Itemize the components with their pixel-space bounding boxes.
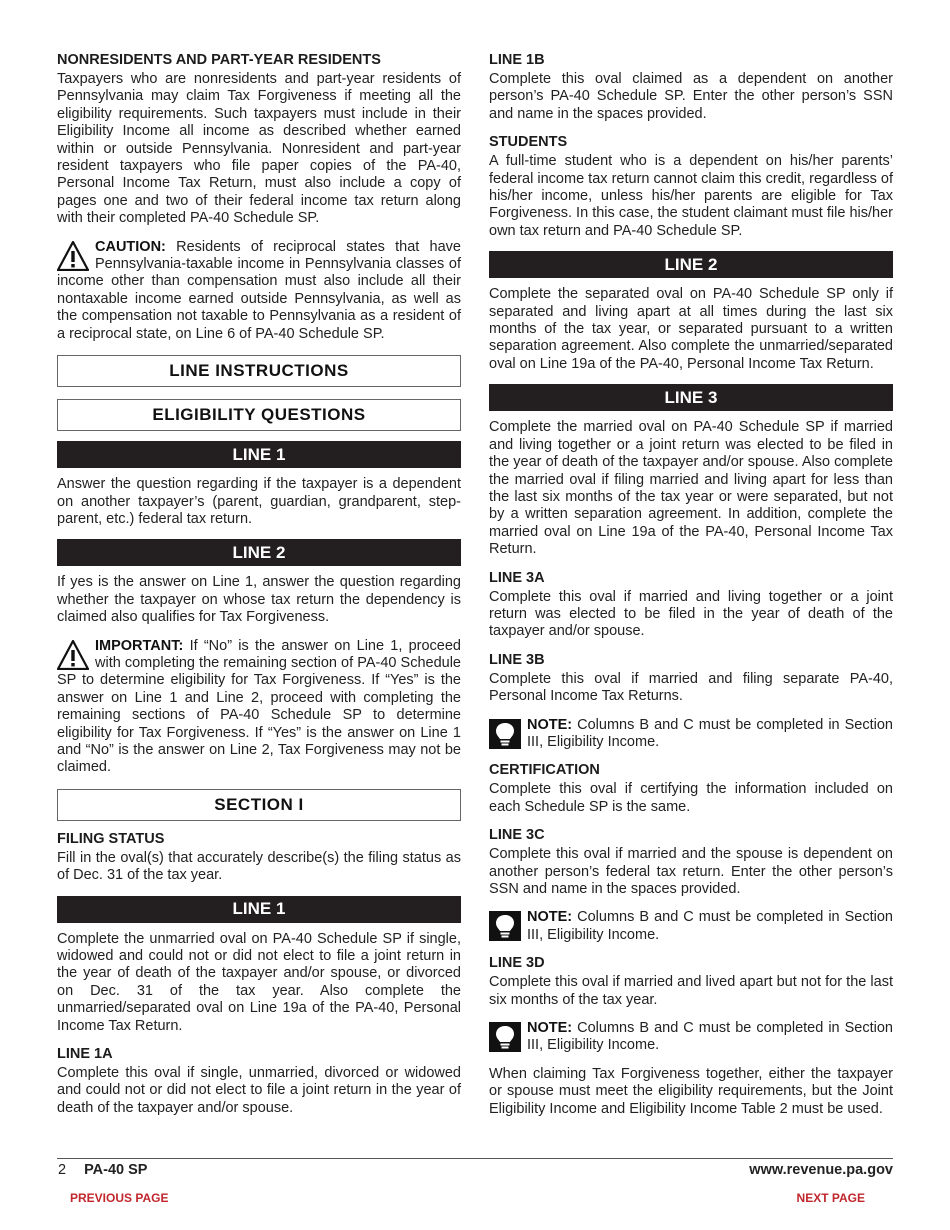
line-3b-text: Complete this oval if married and filing separate PA-40, Personal Income Tax Returns. [489, 670, 893, 705]
note-callout-3d [489, 1020, 893, 1055]
section1-line1-header: LINE 1 [57, 896, 461, 923]
section1-line3-text: Complete the married oval on PA-40 Schedule SP if married and living together or a joint return was elected to be filed in the year of death of the taxpayer and/or spouse. Also complete the married oval if filing married and living apart for less than the last six months of the tax year or were separated, but not by a written separation agreement. In addition, complete the married oval on Line 19a of the PA-40, Personal Income Tax Return. [489, 419, 893, 558]
section1-line1-text: Complete the unmarried oval on PA-40 Schedule SP if single, widowed and could not or did not elect to file a joint return in the year of death of the taxpayer and/or spouse, or divorced on Dec. 31 of the tax year. Also complete the unmarried/separated oval on Line 19a of the PA-40, Personal Income Tax Return. [57, 930, 461, 1034]
warning-icon [57, 241, 89, 271]
next-page-link[interactable]: NEXT PAGE [796, 1191, 865, 1205]
students-text: A full-time student who is a dependent on his/her parents’ federal income tax return cannot claim this credit, regardless of his/her income, unless his/her parents are eligible for Tax Forgiveness. In this case, the student claimant must file his/her own tax return and PA-40 Schedule SP. [489, 153, 893, 239]
students-heading: STUDENTS [489, 134, 568, 151]
important-label: IMPORTANT: [95, 637, 184, 654]
certification-text: Complete this oval if certifying the information included on each Schedule SP is the same. [489, 781, 893, 815]
line-3c-text: Complete this oval if married and the spouse is dependent on another person’s federal tax return. Enter the other person’s SSN and name in the spaces provided. [489, 846, 893, 897]
nonresidents-heading: NONRESIDENTS AND PART-YEAR RESIDENTS [57, 52, 381, 68]
note-callout-3c [489, 909, 893, 944]
page-number: 2 [58, 1162, 67, 1178]
caution-label: CAUTION: [95, 238, 166, 255]
line-instructions-header: LINE INSTRUCTIONS [57, 355, 461, 387]
eligibility-line2-text: If yes is the answer on Line 1, answer the question regarding whether the taxpayer on whose tax return the dependency is claimed also qualifies for Tax Forgiveness. [57, 574, 461, 626]
important-callout [57, 638, 461, 777]
line-1b-heading: LINE 1B [489, 52, 545, 68]
lightbulb-icon [489, 719, 521, 749]
nonresidents-text: Taxpayers who are nonresidents and part-year residents of Pennsylvania may claim Tax Forgiveness if meeting all the eligibility requirements. Such taxpayers must include in their Eligibility Income all income as described whether earned within or outside Pennsylvania. Nonresident and part-year resident taxpayers who file paper copies of the PA-40, Personal Income Tax Return, must also include a copy of pages one and two of their federal income tax return along with their completed PA-40 Schedule SP. [57, 71, 461, 227]
note-text: Columns B and C must be completed in Section III, Eligibility Income. [527, 1020, 893, 1054]
lightbulb-icon [489, 911, 521, 941]
right-column [489, 52, 893, 1129]
eligibility-line1-text: Answer the question regarding if the taxpayer is a dependent on another taxpayer’s (parent, guardian, grandparent, step-parent, etc.) federal tax return. [57, 476, 461, 527]
note-label: NOTE: [527, 909, 573, 926]
line-3b-heading: LINE 3B [489, 651, 545, 668]
eligibility-questions-header: ELIGIBILITY QUESTIONS [57, 399, 461, 431]
section1-line2-text: Complete the separated oval on PA-40 Schedule SP only if separated and living apart at all times during the last six months of the tax year, or separated pursuant to a written separation agreement. Also complete the unmarried/separated oval on Line 19a of the PA-40, Personal Income Tax Return. [489, 286, 893, 372]
eligibility-line1-header: LINE 1 [57, 441, 461, 468]
caution-text: Residents of reciprocal states that have Pennsylvania-taxable income in Pennsylvania classes of income other than compensation must also include all their nontaxable income earned outside Pennsylvania, as well as the compensation not taxable to Pennsylvania as a resident of a reciprocal state, on Line 6 of PA-40 Schedule SP. [57, 238, 461, 342]
note-callout-3b [489, 717, 893, 752]
important-text: If “No” is the answer on Line 1, proceed with completing the remaining section of PA-40 Schedule SP to determine eligibility for Tax Forgiveness. If “Yes” is the answer on Line 1 and Line 2, proceed with completing the remaining sections of PA-40 Schedule SP to determine eligibility for Tax Forgiveness. If “Yes” is the answer on Line 1 and “No” is the answer on Line 2, Tax Forgiveness may not be claimed. [57, 637, 461, 776]
eligibility-line2-header: LINE 2 [57, 539, 461, 566]
note-label: NOTE: [527, 716, 573, 733]
note-label: NOTE: [527, 1020, 573, 1037]
line-3a-heading: LINE 3A [489, 569, 545, 586]
previous-page-link[interactable]: PREVIOUS PAGE [70, 1191, 169, 1205]
line-1a-heading: LINE 1A [57, 1046, 113, 1063]
filing-status-heading: FILING STATUS [57, 830, 165, 847]
caution-callout [57, 239, 461, 343]
note-text: Columns B and C must be completed in Section III, Eligibility Income. [527, 716, 893, 750]
line-3d-text: Complete this oval if married and lived apart but not for the last six months of the tax year. [489, 974, 893, 1008]
line-3c-heading: LINE 3C [489, 827, 545, 844]
certification-heading: CERTIFICATION [489, 762, 600, 779]
section-1-header: SECTION I [57, 789, 461, 821]
footer-left [58, 1162, 147, 1178]
filing-status-text: Fill in the oval(s) that accurately describe(s) the filing status as of Dec. 31 of the tax year. [57, 849, 461, 884]
line-1b-text: Complete this oval claimed as a dependent on another person’s PA-40 Schedule SP. Enter the other person’s SSN and name in the spaces provided. [489, 71, 893, 122]
footer-divider [57, 1158, 893, 1159]
lightbulb-icon [489, 1022, 521, 1052]
form-name: PA-40 SP [84, 1162, 148, 1178]
warning-icon [57, 640, 89, 670]
section1-line3-header: LINE 3 [489, 384, 893, 411]
line-3d-heading: LINE 3D [489, 955, 545, 972]
line-3a-text: Complete this oval if married and living together or a joint return was elected to be filed in the year of death of the taxpayer and/or spouse. [489, 588, 893, 640]
line-1a-text: Complete this oval if single, unmarried, divorced or widowed and could not or did not elect to file a joint return in the year of death of the taxpayer and/or spouse. [57, 1065, 461, 1116]
website-url: www.revenue.pa.gov [749, 1162, 893, 1178]
section1-line2-header: LINE 2 [489, 251, 893, 278]
closing-text: When claiming Tax Forgiveness together, either the taxpayer or spouse must meet the eligibility requirements, but the Joint Eligibility Income and Eligibility Income Table 2 must be used. [489, 1065, 893, 1117]
left-column [57, 52, 461, 1128]
note-text: Columns B and C must be completed in Section III, Eligibility Income. [527, 909, 893, 943]
